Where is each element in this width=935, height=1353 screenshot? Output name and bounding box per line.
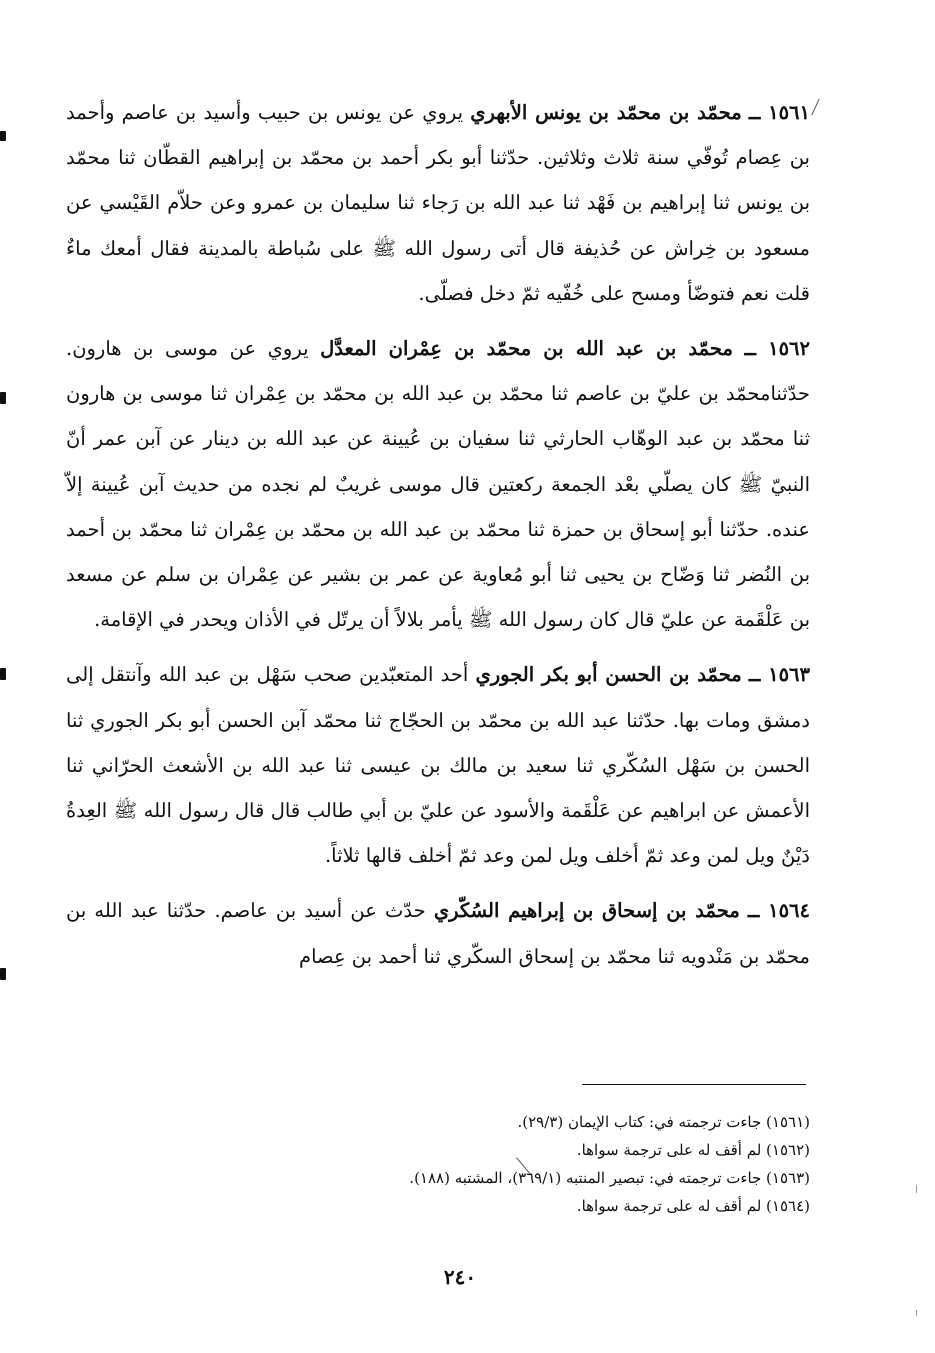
- entry-number: ١٥٦٣ ــ: [748, 663, 810, 687]
- scan-edge-speck: [916, 1185, 917, 1193]
- footnote-separator: [582, 1084, 806, 1085]
- footnote: (١٥٦٤) لم أقف له على ترجمة سواها.: [576, 1197, 810, 1215]
- biography-entry: [66, 888, 810, 978]
- main-text: [66, 90, 810, 989]
- scan-margin-mark: [0, 131, 6, 141]
- entry-text: أحد المتعبّدين صحب سَهْل بن عبد الله وآنتقل إلى دمشق ومات بها. حدّثنا عبد الله بن محمّد بن الحجّاج ثنا محمّد آبن الحسن أبو بكر الجوري ثنا الحسن بن سَهْل السُكّري ثنا سعيد بن مالك بن عيسى ثنا عبد الله بن الأشعث الحرّاني ثنا الأعمش عن ابراهيم عن عَلْقَمة والأسود عن عليّ بن أبي طالب قال قال رسول الله ﷺ العِدةُ دَيْنٌ ويل لمن وعد ثمّ أخلف ويل لمن وعد ثمّ أخلف قالها ثلاثاً.: [66, 663, 810, 868]
- biography-entry: [66, 90, 810, 316]
- scan-margin-mark: [0, 392, 6, 404]
- biography-entry: [66, 326, 810, 642]
- footnotes: [180, 1108, 810, 1220]
- entry-number: ١٥٦٤ ــ: [747, 899, 810, 923]
- entry-name: محمّد بن الحسن أبو بكر الجوري: [475, 663, 742, 687]
- scan-edge-speck: [916, 1310, 917, 1316]
- footnote: (١٥٦٢) لم أقف له على ترجمة سواها.: [576, 1141, 810, 1159]
- entry-text: يروي عن موسى بن هارون. حدّثنامحمّد بن عليّ بن عاصم ثنا محمّد بن عبد الله بن محمّد بن عِمْران ثنا موسى بن هارون ثنا محمّد بن عبد الوهّاب الحارثي ثنا سفيان بن عُيينة عن عبد الله بن دينار عن آبن عمر أنّ النبيّ ﷺ كان يصلّي بعْد الجمعة ركعتين قال موسى غريبٌ لم نجده من حديث آبن عُيينة إلاّ عنده. حدّثنا أبو إسحاق بن حمزة ثنا محمّد بن عبد الله بن محمّد بن عِمْران ثنا محمّد بن أحمد بن النُضر ثنا وَضّاح بن يحيى ثنا أبو مُعاوية عن عمر بن بشير عن عِمْران بن سلم عن مسعد بن عَلْقَمة عن عليّ قال كان رسول الله ﷺ يأمر بلالاً أن يرتّل في الأذان ويحدر في الإقامة.: [66, 337, 810, 632]
- entry-number: ١٥٦٢ ــ: [744, 337, 811, 361]
- biography-entry: [66, 652, 810, 878]
- footnote: (١٥٦٣) جاءت ترجمته في: تبصير المنتبه (٣٦٩/١)، المشتبه (١٨٨).: [409, 1169, 810, 1187]
- page-number: ٢٤٠: [443, 1265, 477, 1289]
- entry-text: يروي عن يونس بن حبيب وأسيد بن عاصم وأحمد بن عِصام تُوفّي سنة ثلاث وثلاثين. حدّثنا أبو بكر أحمد بن محمّد بن إبراهيم القطّان ثنا محمّد بن يونس ثنا إبراهيم بن فَهْد ثنا عبد الله بن رَجاء ثنا سليمان بن عمرو وعن حلاّم القَيْسي عن مسعود بن خِراش عن حُذيفة قال أتى رسول الله ﷺ على سُباطة بالمدينة فقال أمعك ماءٌ قلت نعم فتوضّأ ومسح على خُفّيه ثمّ دخل فصلّى.: [66, 101, 810, 305]
- entry-number: ١٥٦١ ــ: [748, 101, 811, 124]
- entry-name: محمّد بن محمّد بن يونس الأبهري: [470, 101, 742, 124]
- entry-name: محمّد بن إسحاق بن إبراهيم السُكّري: [433, 899, 740, 923]
- scan-margin-mark: [0, 668, 6, 680]
- footnote: (١٥٦١) جاءت ترجمته في: كتاب الإيمان (٢٩/٣).: [517, 1113, 810, 1131]
- scan-pen-tick: [811, 99, 820, 116]
- entry-name: محمّد بن عبد الله بن محمّد بن عِمْران المعدَّل: [320, 337, 733, 361]
- entry-text: حدّث عن أسيد بن عاصم. حدّثنا عبد الله بن محمّد بن مَنْدويه ثنا محمّد بن إسحاق السكّري ثنا أحمد بن عِصام: [66, 899, 810, 968]
- scan-margin-mark: [0, 968, 6, 980]
